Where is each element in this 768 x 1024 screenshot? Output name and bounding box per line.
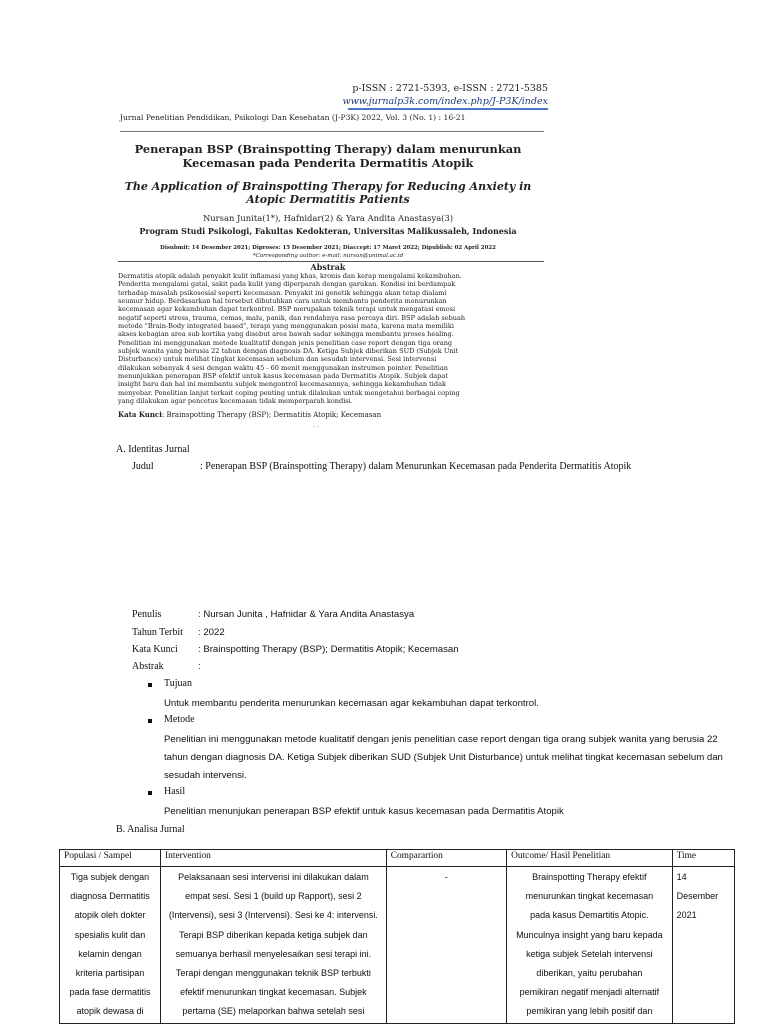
cell-line: Terapi dengan menggunakan teknik BSP terbukti xyxy=(175,968,371,979)
cell-line: pemikiran yang lebih positif dan xyxy=(526,1006,653,1017)
cell-line: Tiga subjek dengan xyxy=(70,872,150,882)
bullet-icon xyxy=(148,719,152,723)
cell-line: menurunkan tingkat kecemasan xyxy=(525,891,654,902)
cell-line: Terapi BSP diberikan kepada ketiga subjek dan xyxy=(179,929,368,940)
cell-line: kriteria partisipan xyxy=(75,968,145,979)
abstract-line: akses kebagian area sub kortika yang disebut area bawah sadar sehingga membantu proses healing. xyxy=(118,330,454,339)
article-dates: Disubmit: 14 Desember 2021; Diproses: 15 Desember 2021; Diaccept: 17 Maret 2022; Dipublish: 02 April 2022 xyxy=(160,245,496,251)
cell-line: pemikiran negatif menjadi alternatif xyxy=(519,987,660,998)
table-header-row xyxy=(60,850,735,867)
header-divider xyxy=(120,131,544,132)
abstract-line: Disturbance) untuk melihat tingkat kecemasan sebelum dan sesudah intervensi. Sesi intervensi xyxy=(118,355,437,364)
cell-line: efektif menurunkan tingkat kecemasan. Subjek xyxy=(180,987,367,998)
bullet-icon xyxy=(148,683,152,687)
cell-line: diagnosa Dermatitis xyxy=(70,891,150,902)
metode-label: Metode xyxy=(164,714,195,725)
title-en-line: Atopic Dermatitis Patients xyxy=(246,193,410,206)
kata-kunci-value: : Brainspotting Therapy (BSP); Dermatitis Atopik; Kecemasan xyxy=(198,644,459,655)
table-row xyxy=(60,867,735,1024)
issn-text: p-ISSN : 2721-5393, e-ISSN : 2721-5385 xyxy=(352,83,548,94)
bullet-icon xyxy=(148,791,152,795)
abstract-line: metode "Brain-Body integrated based", terapi yang menggunakan posisi mata, karena mata memiliki xyxy=(118,322,454,331)
cell-line: 14 Desember xyxy=(676,872,719,902)
cell-line: semuanya berhasil menyelesaikan sesi terapi ini. xyxy=(175,948,372,959)
issn-block xyxy=(342,82,548,108)
abstract-line: menunjukkan penerapan BSP efektif untuk kasus kecemasan pada Dermatitis Atopik. Subjek dapat xyxy=(118,372,448,381)
hasil-label: Hasil xyxy=(164,786,186,797)
penulis-label: Penulis xyxy=(132,609,162,620)
abstract-line: dilakukan sebanyak 4 sesi dengan waktu 45 - 60 menit menggunakan instrumen pointer. Penelitian xyxy=(118,363,448,372)
title-id-line: Penerapan BSP (Brainspotting Therapy) dalam menurunkan xyxy=(134,142,522,156)
cell-line: 2021 xyxy=(676,910,697,921)
article-title-indonesian xyxy=(108,142,548,170)
scan-keywords-value: : Brainspotting Therapy (BSP); Dermatitis Atopik; Kecemasan xyxy=(161,411,382,419)
cell-line: diberikan, yaitu perubahan xyxy=(536,968,643,979)
abstract-line: subjek wanita yang berusia 22 tahun dengan diagnosis DA. Ketiga Subjek diberikan SUD (Subjek Unit xyxy=(118,347,459,356)
hasil-text: Penelitian menunjukan penerapan BSP efektif untuk kasus kecemasan pada Dermatitis Atopik xyxy=(164,806,564,817)
abstract-line: Dermatitis atopik adalah penyakit kulit inflamasi yang khas, kronis dan kerap mengalami kekambuhan. xyxy=(118,272,462,280)
corresponding-author: *Corresponding author: e-mail: nursan@unimal.ac.id xyxy=(252,253,404,259)
cell-line: spesialis kulit dan xyxy=(74,929,146,940)
cell-line: Brainspotting Therapy efektif xyxy=(532,872,647,882)
title-id-line: Kecemasan pada Penderita Dermatitis Atopik xyxy=(182,156,474,170)
cell-intervention xyxy=(161,867,387,1024)
tujuan-text: Untuk membantu penderita menurunkan kecemasan agar kekambuhan dapat terkontrol. xyxy=(164,698,539,709)
cell-line: - xyxy=(444,872,448,882)
cell-line: Pelaksanaan sesi intervensi ini dilakukan dalam xyxy=(178,872,369,882)
cell-line: ketiga subjek Setelah intervensi xyxy=(526,948,653,959)
metode-line: tahun dengan diagnosis DA. Ketiga Subjek diberikan SUD (Subjek Unit Disturbance) untuk melihat tingkat kecemasan sebelum dan xyxy=(164,752,723,763)
cell-comparison xyxy=(386,867,506,1024)
abstract-heading: Abstrak xyxy=(310,262,346,272)
abstract-line: negatif seperti stress, trauma, cemas, malu, panik, dan rendahnya rasa percaya diri. BSP adalah sebuah xyxy=(118,313,466,322)
cell-line: pertama (SE) melaporkan bahwa setelah sesi xyxy=(182,1006,365,1017)
metode-line: sesudah intervensi. xyxy=(164,770,247,781)
cell-line: (Intervensi), sesi 3 (Intervensi). Sesi ke 4: intervensi. xyxy=(168,910,378,921)
journal-first-page-image xyxy=(108,76,548,431)
cell-line: atopik oleh dokter xyxy=(74,910,146,921)
abstract-line: Penderita mengalami gatal, sakit pada kulit yang diperparah dengan garukan. Kondisi ini berdampak xyxy=(118,280,456,289)
cell-time xyxy=(672,867,734,1024)
abstract-body xyxy=(118,272,546,406)
cell-populasi xyxy=(60,867,161,1024)
judul-label: Judul xyxy=(132,461,154,472)
section-a-heading: A. Identitas Jurnal xyxy=(116,444,190,455)
cell-line: atopik dewasa di xyxy=(76,1006,144,1017)
judul-value: : Penerapan BSP (Brainspotting Therapy) dalam Menurunkan Kecemasan pada Penderita Dermatitis Atopik xyxy=(200,461,632,472)
header-outcome: Outcome/ Hasil Penelitian xyxy=(507,850,673,867)
header-populasi: Populasi / Sampel xyxy=(60,850,161,867)
scan-page-marker: . . xyxy=(313,422,319,429)
kata-kunci-label: Kata Kunci xyxy=(132,644,178,655)
analysis-table xyxy=(59,849,735,1024)
tahun-label: Tahun Terbit xyxy=(132,627,183,638)
cell-line: Munculnya insight yang baru kepada xyxy=(516,929,663,940)
cell-line: kelamin dengan xyxy=(78,948,142,959)
abstract-line: terhadap masalah psikososial seperti kecemasan. Penyakit ini genetik sehingga akan tetap dialami xyxy=(118,288,447,297)
abstrak-colon: : xyxy=(198,661,201,672)
cell-line: pada kasus Demartitis Atopic. xyxy=(530,910,649,921)
header-rule xyxy=(348,108,548,110)
abstract-line: Penelitian ini menggunakan metode kualitatif dengan jenis penelitian case report dengan tiga orang xyxy=(118,338,453,347)
section-b-heading: B. Analisa Jurnal xyxy=(116,824,185,835)
cell-line: empat sesi. Sesi 1 (build up Rapport), sesi 2 xyxy=(185,891,362,902)
tujuan-label: Tujuan xyxy=(164,678,192,689)
abstract-line: insight baru dan hal ini membantu subjek mengontrol kecemasannya, sehingga kekambuhan tidak xyxy=(118,380,446,389)
abstract-line: kecemasan agar kekambuhan dapat terkontrol. BSP merupakan teknik terapi untuk mengatasi emosi xyxy=(118,305,456,314)
article-title-english xyxy=(108,180,548,206)
header-time: Time xyxy=(672,850,734,867)
scan-keywords-label: Kata Kunci xyxy=(118,410,162,419)
cell-outcome xyxy=(507,867,673,1024)
abstract-line: seumur hidup. Berdasarkan hal tersebut dibutuhkan cara untuk membantu penderita menurunkan xyxy=(118,297,447,306)
scan-keywords xyxy=(118,410,381,419)
article-affiliation: Program Studi Psikologi, Fakultas Kedokteran, Universitas Malikussaleh, Indonesia xyxy=(139,226,517,236)
article-authors: Nursan Junita(1*), Hafnidar(2) & Yara Andita Anastasya(3) xyxy=(202,213,454,223)
abstract-line: yang dilakukan agar pencetus kecemasan tidak memperparah kondisi. xyxy=(118,397,353,406)
abstrak-label: Abstrak xyxy=(132,661,164,672)
penulis-value: : Nursan Junita , Hafnidar & Yara Andita Anastasya xyxy=(198,609,415,620)
cell-line: pada fase dermatitis xyxy=(69,987,151,998)
header-comparison: Comparartion xyxy=(386,850,506,867)
title-en-line: The Application of Brainspotting Therapy for Reducing Anxiety in xyxy=(124,180,532,193)
journal-url: www.jurnalp3k.com/index.php/J-P3K/index xyxy=(342,96,548,107)
journal-citation: Jurnal Penelitian Pendidikan, Psikologi Dan Kesehatan (J-P3K) 2022, Vol. 3 (No. 1) : 16-21 xyxy=(120,113,466,122)
metode-line: Penelitian ini menggunakan metode kualitatif dengan jenis penelitian case report dengan tiga orang subjek wanita yang berusia 22 xyxy=(164,734,718,745)
abstract-line: menyebar. Penelitian lanjut terkait coping penting untuk dilakukan untuk mengetahui berbagai coping xyxy=(118,388,460,397)
tahun-value: : 2022 xyxy=(198,627,225,638)
header-intervention: Intervention xyxy=(161,850,387,867)
